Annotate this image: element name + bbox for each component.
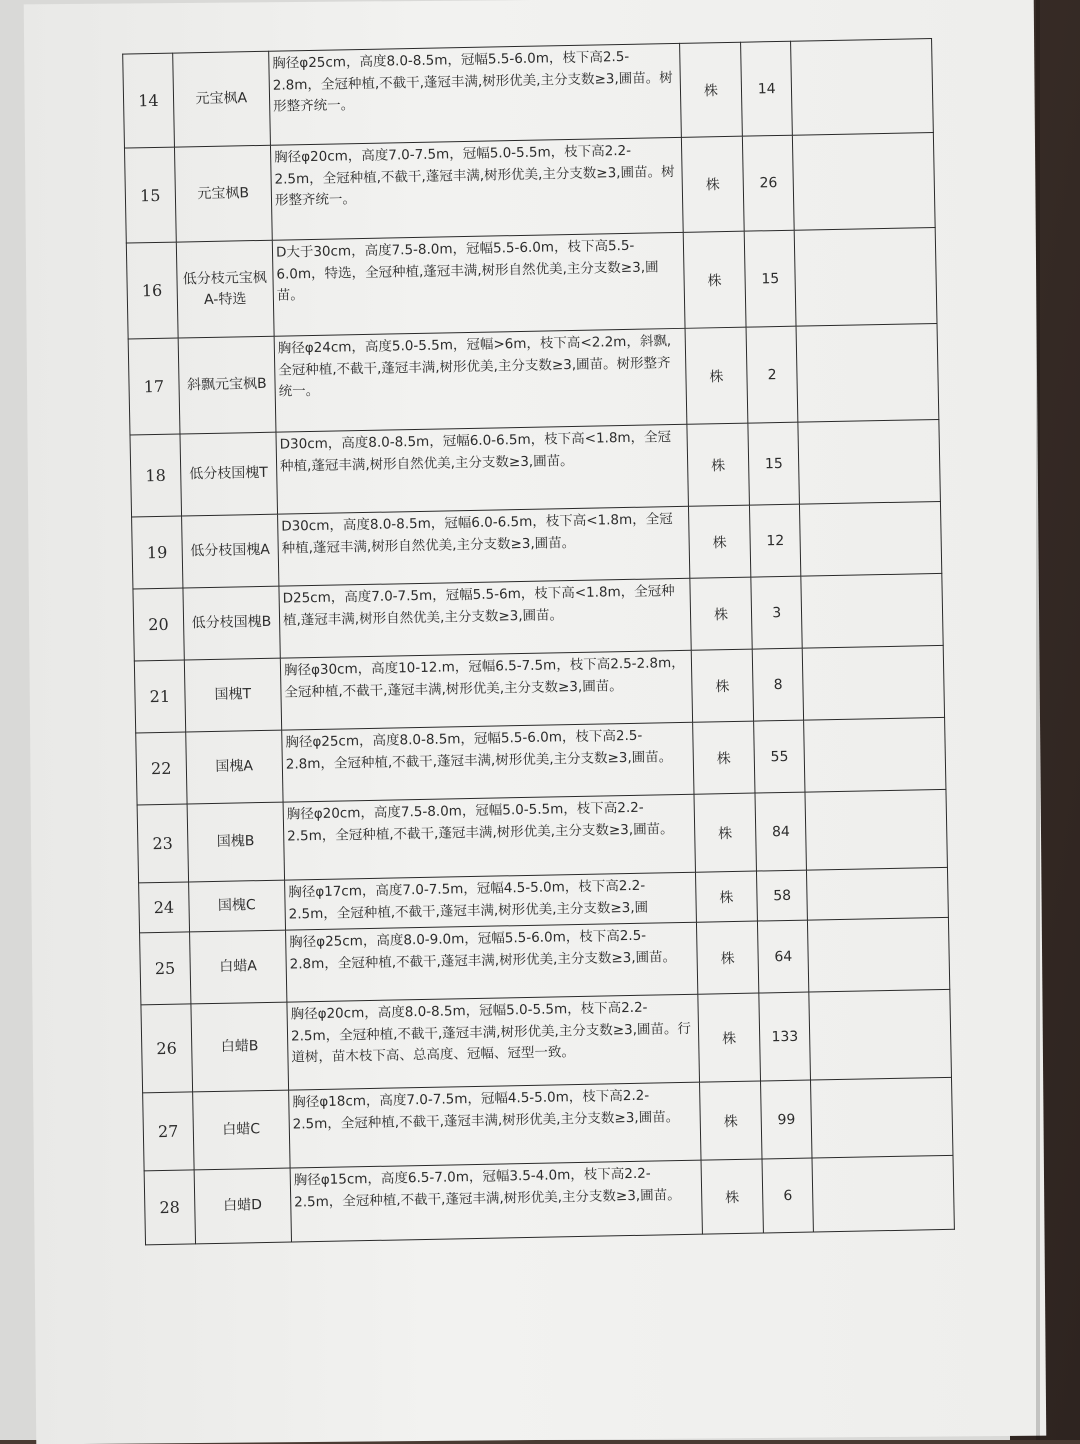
plant-name-cell: 斜飘元宝枫B xyxy=(178,336,276,434)
specification-cell: 胸径φ20cm，高度8.0-8.5m，冠幅5.0-5.5m，枝下高2.2-2.5m，全冠种植,不截干,蓬冠丰满,树形优美,主分支数≥3,圃苗。行道树，苗木枝下高、总高度、冠幅、冠型一致。 xyxy=(287,994,699,1090)
page-edge-shadow xyxy=(1036,0,1040,1440)
remark-cell xyxy=(799,501,941,576)
remark-cell xyxy=(807,867,949,920)
row-number-cell: 14 xyxy=(123,53,174,148)
specification-cell: D大于30cm，高度7.5-8.0m，冠幅5.5-6.0m，枝下高5.5-6.0m，特选，全冠种植,蓬冠丰满,树形自然优美,主分支数≥3,圃苗。 xyxy=(272,232,684,336)
unit-cell: 株 xyxy=(688,505,751,578)
quantity-cell: 8 xyxy=(753,648,804,721)
table-body xyxy=(123,39,955,1245)
row-number-cell: 21 xyxy=(134,660,185,733)
plant-name-cell: 元宝枫B xyxy=(174,145,272,242)
paper-page xyxy=(24,0,1047,1444)
unit-cell: 株 xyxy=(681,136,745,232)
row-number-cell: 19 xyxy=(132,516,183,589)
specification-cell: 胸径φ20cm，高度7.0-7.5m，冠幅5.0-5.5m，枝下高2.2-2.5m，全冠种植,不截干,蓬冠丰满,树形优美,主分支数≥3,圃苗。树形整齐统一。 xyxy=(270,137,682,240)
row-number-cell: 25 xyxy=(140,932,191,1005)
specification-cell: D30cm，高度8.0-8.5m，冠幅6.0-6.5m，枝下高<1.8m，全冠种植,蓬冠丰满,树形自然优美,主分支数≥3,圃苗。 xyxy=(276,424,688,514)
row-number-cell: 20 xyxy=(133,588,184,661)
remark-cell xyxy=(805,789,947,870)
quantity-cell: 26 xyxy=(743,135,794,231)
remark-cell xyxy=(792,133,935,231)
quantity-cell: 14 xyxy=(741,41,792,136)
specification-cell: 胸径φ15cm，高度6.5-7.0m，冠幅3.5-4.0m，枝下高2.2-2.5m，全冠种植,不截干,蓬冠丰满,树形优美,主分支数≥3,圃苗。 xyxy=(290,1160,702,1242)
unit-cell: 株 xyxy=(695,871,758,922)
unit-cell: 株 xyxy=(701,1159,764,1234)
quantity-cell: 99 xyxy=(761,1080,812,1159)
plant-name-cell: 低分枝国槐B xyxy=(183,586,281,660)
remark-cell xyxy=(812,1155,954,1232)
table-row xyxy=(124,133,935,244)
unit-cell: 株 xyxy=(683,231,747,328)
quantity-cell: 3 xyxy=(751,576,802,649)
row-number-cell: 16 xyxy=(126,242,178,339)
quantity-cell: 6 xyxy=(762,1158,813,1233)
table-row xyxy=(130,419,940,517)
table-row xyxy=(141,989,952,1093)
remark-cell xyxy=(801,573,943,648)
specification-cell: 胸径φ25cm，高度8.0-8.5m，冠幅5.5-6.0m，枝下高2.5-2.8m，全冠种植,不截干,蓬冠丰满,树形优美,主分支数≥3,圃苗。 xyxy=(282,722,694,802)
specification-cell: D25cm，高度7.0-7.5m，冠幅5.5-6m，枝下高<1.8m，全冠种植,蓬冠丰满,树形自然优美,主分支数≥3,圃苗。 xyxy=(279,578,691,658)
row-number-cell: 17 xyxy=(128,338,180,435)
plant-name-cell: 低分枝元宝枫A-特选 xyxy=(176,240,274,338)
specification-cell: 胸径φ18cm，高度7.0-7.5m，冠幅4.5-5.0m，枝下高2.2-2.5m，全冠种植,不截干,蓬冠丰满,树形优美,主分支数≥3,圃苗。 xyxy=(289,1082,701,1168)
row-number-cell: 26 xyxy=(141,1004,192,1093)
row-number-cell: 28 xyxy=(144,1170,195,1245)
row-number-cell: 15 xyxy=(124,147,175,243)
table-wrapper xyxy=(122,46,952,1245)
remark-cell xyxy=(811,1077,953,1158)
quantity-cell: 55 xyxy=(754,720,805,793)
remark-cell xyxy=(796,323,939,422)
plant-name-cell: 元宝枫A xyxy=(172,51,270,147)
quantity-cell: 2 xyxy=(746,326,798,423)
quantity-cell: 64 xyxy=(758,920,809,993)
table-row xyxy=(126,228,937,340)
specification-cell: 胸径φ25cm，高度8.0-9.0m，冠幅5.5-6.0m，枝下高2.5-2.8m，全冠种植,不截干,蓬冠丰满,树形优美,主分支数≥3,圃苗。 xyxy=(285,922,697,1002)
unit-cell: 株 xyxy=(691,649,754,722)
row-number-cell: 27 xyxy=(143,1092,194,1171)
quantity-cell: 15 xyxy=(745,230,797,327)
remark-cell xyxy=(802,645,944,720)
quantity-cell: 12 xyxy=(750,504,801,577)
table-row xyxy=(123,39,934,149)
remark-cell xyxy=(804,717,946,792)
unit-cell: 株 xyxy=(694,793,757,872)
nursery-stock-table xyxy=(122,38,955,1245)
unit-cell: 株 xyxy=(699,1081,762,1160)
plant-name-cell: 白蜡A xyxy=(189,930,287,1004)
unit-cell: 株 xyxy=(679,42,743,137)
row-number-cell: 22 xyxy=(136,732,187,805)
plant-name-cell: 白蜡D xyxy=(194,1168,292,1244)
specification-cell: 胸径φ24cm，高度5.0-5.5m，冠幅>6m，枝下高<2.2m，斜飘,全冠种植,不截干,蓬冠丰满,树形优美,主分支数≥3,圃苗。树形整齐统一。 xyxy=(274,328,686,432)
plant-name-cell: 白蜡C xyxy=(192,1090,290,1170)
remark-cell xyxy=(794,228,937,327)
plant-name-cell: 国槐T xyxy=(184,658,282,732)
remark-cell xyxy=(807,917,949,992)
remark-cell xyxy=(809,989,952,1080)
plant-name-cell: 国槐A xyxy=(185,730,283,804)
quantity-cell: 58 xyxy=(757,870,808,921)
remark-cell xyxy=(798,419,941,504)
unit-cell: 株 xyxy=(692,721,755,794)
unit-cell: 株 xyxy=(697,993,761,1082)
plant-name-cell: 国槐C xyxy=(188,880,285,932)
table-row xyxy=(144,1155,954,1245)
row-number-cell: 24 xyxy=(139,882,190,933)
plant-name-cell: 白蜡B xyxy=(191,1002,289,1092)
specification-cell: 胸径φ20cm，高度7.5-8.0m，冠幅5.0-5.5m，枝下高2.2-2.5m，全冠种植,不截干,蓬冠丰满,树形优美,主分支数≥3,圃苗。 xyxy=(283,794,695,880)
unit-cell: 株 xyxy=(685,327,749,424)
quantity-cell: 133 xyxy=(759,992,810,1081)
plant-name-cell: 低分枝国槐T xyxy=(180,432,278,516)
row-number-cell: 18 xyxy=(130,434,181,517)
plant-name-cell: 低分枝国槐A xyxy=(181,514,279,588)
plant-name-cell: 国槐B xyxy=(187,802,285,882)
quantity-cell: 84 xyxy=(755,792,806,871)
unit-cell: 株 xyxy=(686,423,749,506)
unit-cell: 株 xyxy=(696,921,759,994)
table-row xyxy=(128,323,939,435)
specification-cell: 胸径φ30cm，高度10-12.m，冠幅6.5-7.5m，枝下高2.5-2.8m，全冠种植,不截干,蓬冠丰满,树形优美,主分支数≥3,圃苗。 xyxy=(280,650,692,730)
remark-cell xyxy=(791,39,934,136)
specification-cell: 胸径φ25cm，高度8.0-8.5m，冠幅5.5-6.0m，枝下高2.5-2.8m，全冠种植,不截干,蓬冠丰满,树形优美,主分支数≥3,圃苗。树形整齐统一。 xyxy=(269,43,681,145)
row-number-cell: 23 xyxy=(137,804,188,883)
quantity-cell: 15 xyxy=(748,422,799,505)
specification-cell: D30cm，高度8.0-8.5m，冠幅6.0-6.5m，枝下高<1.8m，全冠种植,蓬冠丰满,树形自然优美,主分支数≥3,圃苗。 xyxy=(278,506,690,586)
specification-cell: 胸径φ17cm，高度7.0-7.5m，冠幅4.5-5.0m，枝下高2.2-2.5m，全冠种植,不截干,蓬冠丰满,树形优美,主分支数≥3,圃 xyxy=(285,872,696,930)
unit-cell: 株 xyxy=(689,577,752,650)
